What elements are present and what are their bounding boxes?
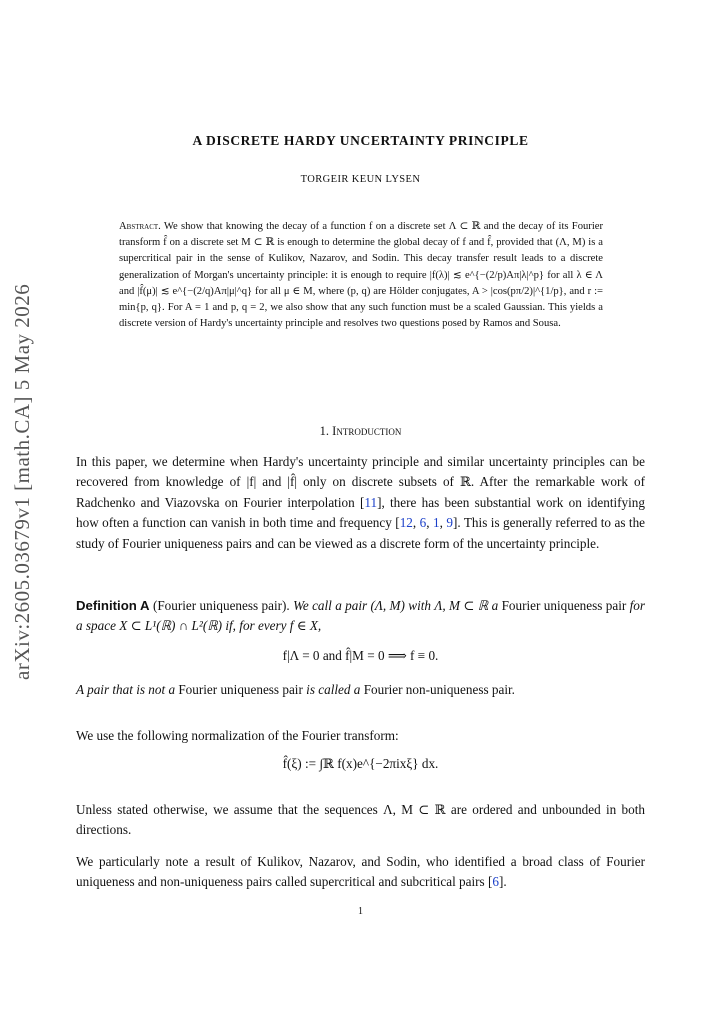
definition-term-3: Fourier non-uniqueness pair. bbox=[363, 682, 515, 697]
section-title: Introduction bbox=[332, 424, 402, 438]
kns-text-1: We particularly note a result of Kulikov, Nazarov, and Sodin, who identified a broad class of Fourier uniqueness and non-uniqueness pairs called supercritical and subcritical pairs [ bbox=[76, 854, 645, 890]
page-number: 1 bbox=[358, 906, 363, 917]
definition-text-3: A pair that is not a bbox=[76, 682, 176, 697]
section-number: 1. bbox=[319, 424, 330, 438]
citation-separator: , bbox=[426, 515, 434, 531]
citation-link[interactable]: 9 bbox=[446, 515, 453, 531]
definition-closing bbox=[76, 680, 645, 700]
ordering-paragraph: Unless stated otherwise, we assume that the sequences Λ, M ⊂ ℝ are ordered and unbounded in both directions. bbox=[76, 802, 645, 838]
citation-link[interactable]: 12 bbox=[399, 515, 413, 531]
section-heading bbox=[0, 424, 721, 439]
intro-text-1: In this paper, we determine when Hardy's uncertainty principle and similar uncertainty principles can be recovered from knowledge of |f| and |f̂| only on discrete subsets of ℝ. After the remarkable work of Radchenko and Viazovska on Fourier interpolation [ bbox=[76, 454, 645, 510]
paper-title: A DISCRETE HARDY UNCERTAINTY PRINCIPLE bbox=[192, 133, 529, 148]
citation-separator: , bbox=[439, 515, 447, 531]
definition-text-1: We call a pair (Λ, M) with Λ, M ⊂ ℝ a bbox=[293, 598, 499, 613]
definition-term-2: Fourier uniqueness pair bbox=[178, 682, 303, 697]
citation-link[interactable]: 1 bbox=[433, 515, 440, 531]
citation-link[interactable]: 6 bbox=[492, 874, 499, 890]
paper-author: TORGEIR KEUN LYSEN bbox=[300, 174, 421, 185]
abstract-text: We show that knowing the decay of a function f on a discrete set Λ ⊂ ℝ and the decay of its Fourier transform f̂ on a discrete set M ⊂ ℝ is enough to determine the global decay of f and f̂, provided that (Λ, M) is a supercritical pair in the sense of Kulikov, Nazarov, and Sodin. This decay transfer result leads to a discrete generalization of Morgan's uncertainty principle: it is enough to require |f(λ)| ≲ e^{−(2/p)Aπ|λ|^p} for all λ ∈ Λ and |f̂(μ)| ≲ e^{−(2/q)Aπ|μ|^q} for all μ ∈ M, where (p, q) are Hölder conjugates, A > |cos(pπ/2)|^{1/p}, and r := min{p, q}. For A = 1 and p, q = 2, we also show that any such function must be a scaled Gaussian. This yields a discrete version of Hardy's uncertainty principle and resolves two questions posed by Ramos and Sousa. bbox=[119, 221, 603, 330]
fourier-transform-equation: f̂(ξ) := ∫ℝ f(x)e^{−2πixξ} dx. bbox=[282, 756, 439, 771]
definition-label: Definition A bbox=[76, 598, 150, 613]
uniqueness-equation: f|Λ = 0 and f̂|M = 0 ⟹ f ≡ 0. bbox=[282, 648, 439, 663]
normalization-text: We use the following normalization of the Fourier transform: bbox=[76, 728, 399, 743]
citation-link[interactable]: 6 bbox=[419, 515, 427, 531]
intro-paragraph bbox=[76, 452, 645, 554]
citation-link[interactable]: 11 bbox=[364, 494, 378, 510]
kns-paragraph bbox=[76, 852, 645, 893]
definition-name: (Fourier uniqueness pair). bbox=[152, 598, 290, 613]
intro-text-3: ]. This is generally referred to as the study of Fourier uniqueness pairs and can be viewed as a discrete form of the uncertainty principle. bbox=[76, 515, 646, 551]
intro-text-2: ], there has been substantial work on identifying how often a function can vanish in both time and frequency [ bbox=[76, 494, 645, 531]
abstract-label: Abstract. bbox=[119, 221, 161, 232]
definition-text-2: for a space X ⊂ L¹(ℝ) ∩ L²(ℝ) if, for every f ∈ X, bbox=[76, 598, 646, 634]
definition-block bbox=[76, 596, 645, 637]
citation-separator: , bbox=[412, 515, 420, 531]
kns-text-2: ]. bbox=[498, 874, 507, 890]
definition-term-1: Fourier uniqueness pair bbox=[501, 598, 627, 613]
definition-text-4: is called a bbox=[306, 682, 361, 697]
abstract bbox=[119, 219, 603, 332]
